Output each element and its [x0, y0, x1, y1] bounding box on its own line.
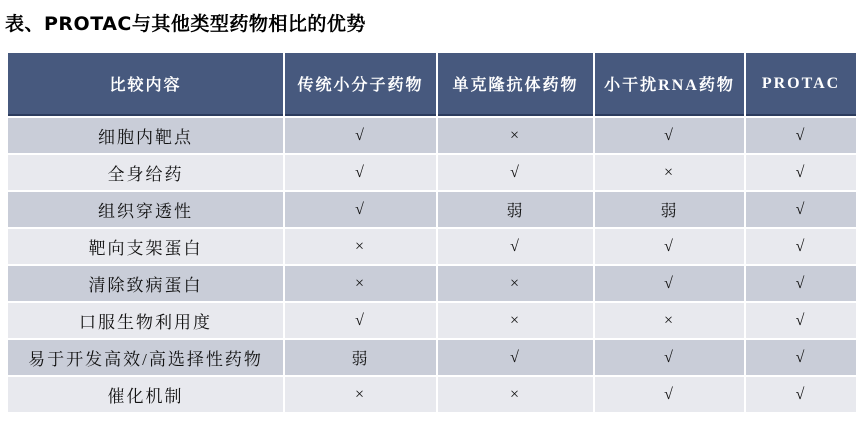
value-cell: × — [438, 118, 593, 153]
col-header-sirna: 小干扰RNA药物 — [595, 53, 744, 116]
value-cell: × — [285, 229, 436, 264]
value-cell: √ — [285, 192, 436, 227]
value-cell: √ — [746, 303, 856, 338]
row-label: 清除致病蛋白 — [8, 266, 283, 301]
value-cell: × — [438, 266, 593, 301]
row-label: 催化机制 — [8, 377, 283, 412]
table-header-row — [8, 53, 856, 116]
col-header-monoclonal-antibody: 单克隆抗体药物 — [438, 53, 593, 116]
value-cell: √ — [746, 118, 856, 153]
value-cell: × — [285, 377, 436, 412]
row-label: 全身给药 — [8, 155, 283, 190]
col-header-compare-item: 比较内容 — [8, 53, 283, 116]
table-row — [8, 229, 856, 264]
value-cell: √ — [285, 155, 436, 190]
table-row — [8, 303, 856, 338]
table-row — [8, 155, 856, 190]
value-cell: × — [285, 266, 436, 301]
value-cell: √ — [438, 340, 593, 375]
value-cell: × — [595, 155, 744, 190]
table-row — [8, 377, 856, 412]
table-row — [8, 192, 856, 227]
value-cell: × — [438, 303, 593, 338]
value-cell: 弱 — [438, 192, 593, 227]
value-cell: √ — [595, 266, 744, 301]
value-cell: √ — [595, 118, 744, 153]
row-label: 组织穿透性 — [8, 192, 283, 227]
value-cell: √ — [438, 155, 593, 190]
comparison-table — [6, 51, 858, 414]
value-cell: √ — [595, 340, 744, 375]
value-cell: √ — [438, 229, 593, 264]
col-header-traditional-small-molecule: 传统小分子药物 — [285, 53, 436, 116]
value-cell: × — [595, 303, 744, 338]
value-cell: × — [438, 377, 593, 412]
value-cell: √ — [746, 377, 856, 412]
table-row — [8, 340, 856, 375]
table-row — [8, 118, 856, 153]
page-title: 表、PROTAC与其他类型药物相比的优势 — [5, 13, 366, 35]
value-cell: √ — [285, 118, 436, 153]
value-cell: 弱 — [285, 340, 436, 375]
row-label: 细胞内靶点 — [8, 118, 283, 153]
row-label: 口服生物利用度 — [8, 303, 283, 338]
value-cell: √ — [746, 266, 856, 301]
value-cell: √ — [285, 303, 436, 338]
col-header-protac: PROTAC — [746, 53, 856, 116]
value-cell: √ — [595, 229, 744, 264]
value-cell: √ — [746, 155, 856, 190]
table-row — [8, 266, 856, 301]
value-cell: 弱 — [595, 192, 744, 227]
value-cell: √ — [746, 192, 856, 227]
value-cell: √ — [746, 229, 856, 264]
value-cell: √ — [595, 377, 744, 412]
value-cell: √ — [746, 340, 856, 375]
row-label: 易于开发高效/高选择性药物 — [8, 340, 283, 375]
row-label: 靶向支架蛋白 — [8, 229, 283, 264]
